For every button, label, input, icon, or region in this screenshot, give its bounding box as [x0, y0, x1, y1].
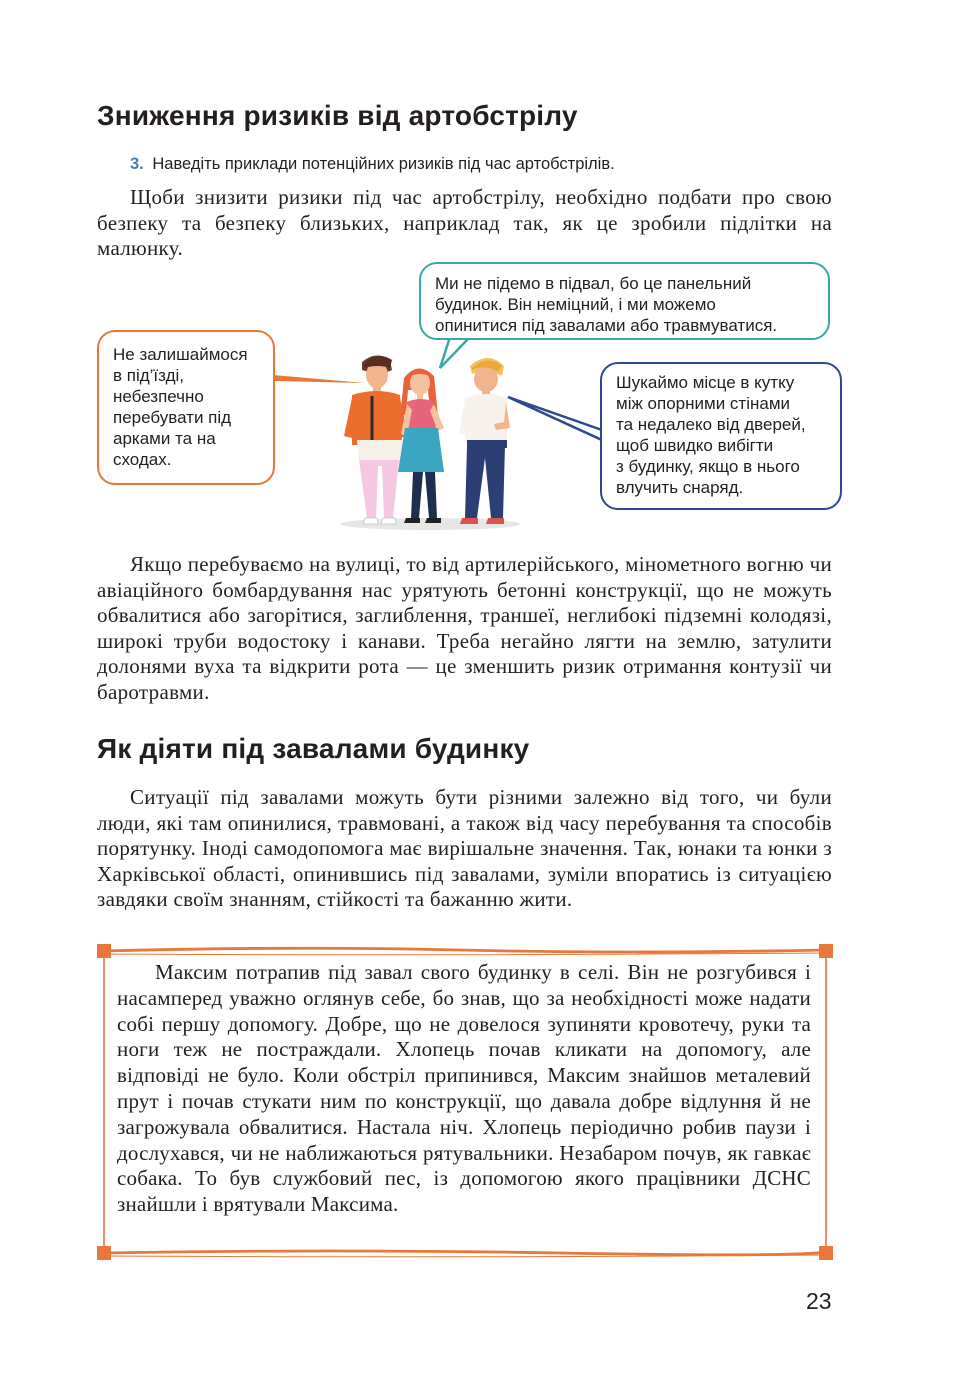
task-text: Наведіть приклади потенційних ризиків під час артобстрілів. — [152, 155, 615, 173]
section-heading-rubble: Як діяти під завалами будинку — [97, 733, 530, 764]
page-number: 23 — [806, 1288, 832, 1314]
boy-orange-shirt — [344, 355, 408, 524]
bubble-right-line: з будинку, якщо в нього — [616, 457, 800, 476]
bubble-right-line: та недалеко від дверей, — [616, 415, 806, 434]
task-question — [130, 155, 615, 174]
bubble-right-line: Шукаймо місце в кутку — [616, 373, 795, 392]
bubble-left-line: в під’їзді, — [113, 366, 184, 385]
frame-corner-square — [819, 1246, 833, 1260]
boy-blond-white-shirt — [459, 358, 510, 524]
right-bubble-tail — [508, 397, 602, 440]
speech-bubble-top — [419, 262, 830, 340]
top-bubble-tail — [440, 337, 470, 368]
street-safety-paragraph: Якщо перебуваємо на вулиці, то від артилерійського, мінометного вогню чи авіаційного бомбардування нас урятують бетонні конструкції, що не можуть обвалитися або загорітися, заглиблення, траншеї, неглибокі підземні колодязі, широкі труби водостоку і канави. Треба негайно лягти на землю, затулити долонями вуха та відкрити рота — це зменшить ризик отримання контузії чи баротравми. — [97, 552, 832, 704]
bubble-left-line: перебувати під — [113, 408, 232, 427]
left-bubble-tail — [273, 375, 365, 383]
section-heading-artillery: Зниження ризиків від артобстрілу — [97, 100, 578, 131]
bubble-right-line: між опорними стінами — [616, 394, 791, 413]
bubble-left-line: небезпечно — [113, 387, 204, 406]
frame-corner-square — [819, 944, 833, 958]
bubble-top-line: Ми не підемо в підвал, бо це панельний — [435, 274, 752, 293]
bubble-left-line: Не залишаймося — [113, 345, 248, 364]
frame-corner-square — [97, 1246, 111, 1260]
speech-bubble-right — [600, 362, 842, 510]
bubble-top-line: опинитися під завалами або травмуватися. — [435, 316, 778, 335]
frame-corner-square — [97, 944, 111, 958]
bubble-right-line: влучить снаряд. — [616, 478, 744, 497]
bubble-left-line: арками та на — [113, 429, 216, 448]
bubble-top-line: будинок. Він неміцний, і ми можемо — [435, 295, 716, 314]
girl-red-hair — [398, 368, 444, 523]
bubble-right-line: щоб швидко вибігти — [616, 436, 774, 455]
rubble-paragraph: Ситуації під завалами можуть бути різними залежно від того, чи були люди, які там опинилися, травмовані, а також від часу перебування та способів порятунку. Іноді самодопомога має вирішальне значення. Так, юнаки та юнки з Харківської області, опинившись під завалами, зуміли впоратись із ситуацією завдяки своїм знанням, стійкості та бажанню жити. — [97, 785, 832, 911]
maksym-story-text: Максим потрапив під завал свого будинку в селі. Він не розгубився і насамперед уважно оглянув себе, бо знав, що за необхідності може надати собі першу допомогу. Добре, що не довелося зупиняти кровотечу, руки та ноги теж не постраждали. Хлопець почав кликати на допомогу, але відповіді не було. Коли обстріл припинився, Максим знайшов металевий прут і почав стукати ним по конструкції, що давала добре відлуння й не загрожувала обвалитися. Настала ніч. Хлопець періодично робив паузи і дослухався, чи не наближаються рятувальники. Незабаром почув, як гавкає собака. То був службовий пес, із допомогою якого працівники ДСНС знайшли і врятували Максима. — [117, 960, 811, 1217]
intro-paragraph: Щоби знизити ризики під час артобстрілу, необхідно подбати про свою безпеку та безпеку близьких, наприклад так, як це зробили підлітки на малюнку. — [97, 185, 832, 260]
speech-bubble-left — [97, 330, 275, 485]
task-number: 3. — [130, 155, 144, 173]
bubble-left-line: сходах. — [113, 450, 172, 469]
